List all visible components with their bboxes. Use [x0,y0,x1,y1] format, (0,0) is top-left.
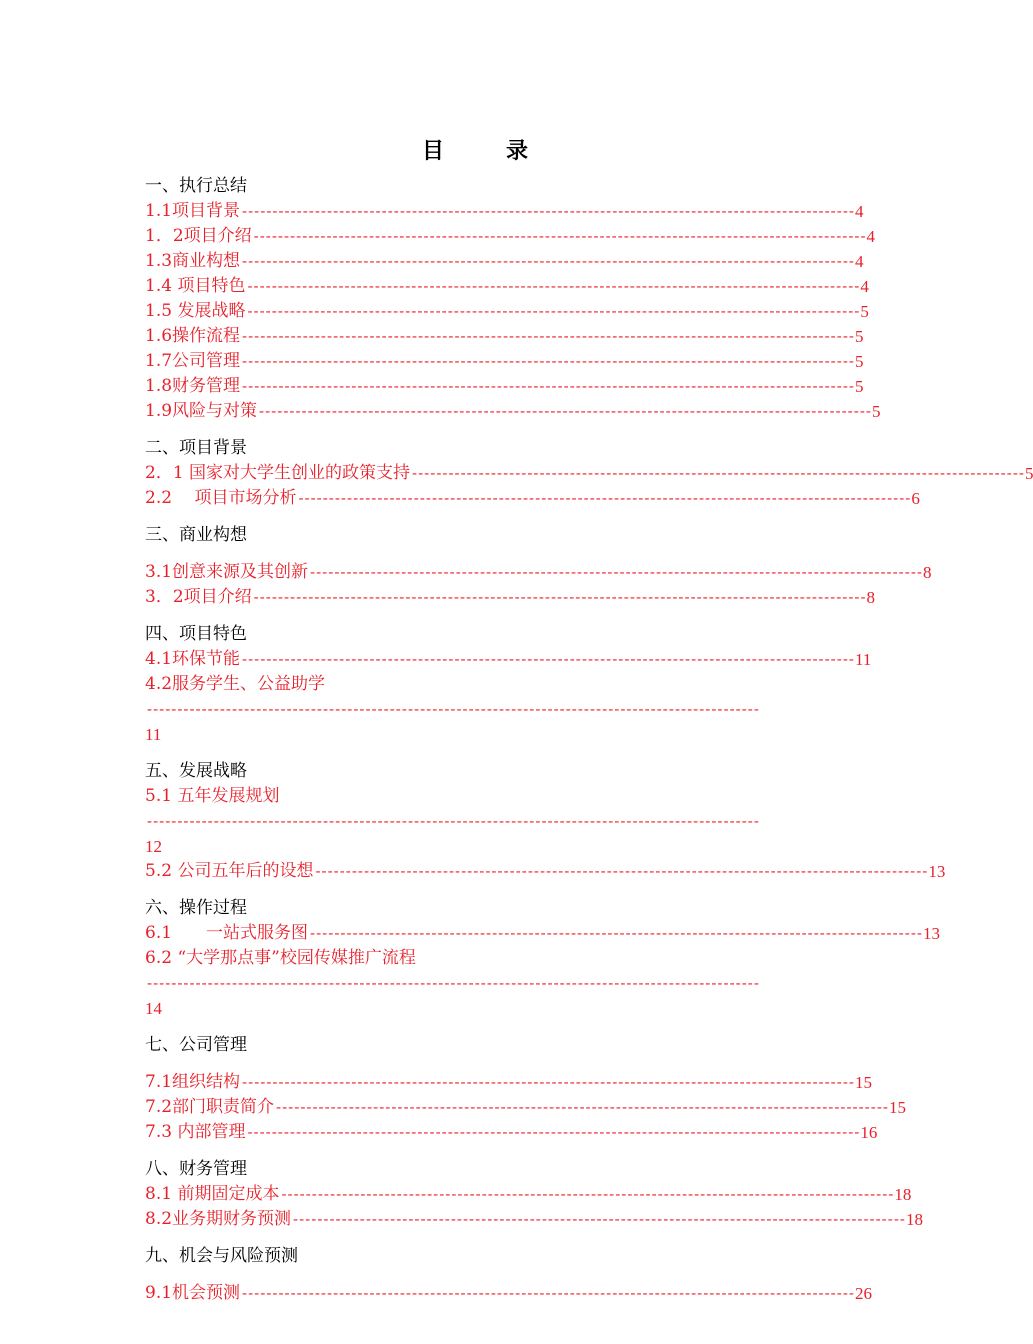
toc-leader-dashes: ----------------------------------------------------------------------------------------------------- [242,377,855,395]
toc-entry-label: 8.1 前期固定成本 [145,1184,280,1204]
toc-leader-dashes: ----------------------------------------------------------------------------------------------------- [147,700,760,718]
toc-section-heading: 三、商业构想 [145,525,247,545]
toc-leader-dashes: ----------------------------------------------------------------------------------------------------- [315,862,929,880]
toc-page-number: 5 [860,302,869,321]
toc-page-number: 5 [854,352,864,371]
toc-entry-label: 3.1创意来源及其创新 [145,562,309,582]
toc-entry-label: 6.2 “大学那点事”校园传媒推广流程 [145,948,416,968]
toc-page-number: 26 [854,1284,872,1303]
toc-entry-label: 1.6操作流程 [145,326,241,346]
toc-page-number: 8 [922,563,932,582]
toc-leader-dashes: ----------------------------------------------------------------------------------------------------- [247,302,861,320]
toc-section [145,622,872,747]
toc-entry[interactable] [145,461,1033,486]
toc-section [145,1033,906,1145]
toc-section [145,896,940,1021]
toc-section [145,1157,923,1232]
toc-entry-label: 9.1机会预测 [145,1283,241,1303]
toc-entry-label: 6.1 一站式服务图 [145,923,309,943]
table-of-contents [145,174,1033,1318]
toc-entry[interactable] [145,1095,906,1120]
toc-entry-label: 7.3 内部管理 [145,1122,246,1142]
toc-entry[interactable] [145,486,920,511]
toc-leader-dashes: ----------------------------------------------------------------------------------------------------- [147,974,760,992]
toc-entry[interactable] [145,199,864,224]
toc-leader-dashes: ----------------------------------------------------------------------------------------------------- [242,252,855,270]
toc-entry[interactable] [145,324,864,349]
toc-entry[interactable] [145,560,932,585]
toc-leader-dashes: ----------------------------------------------------------------------------------------------------- [242,1073,855,1091]
toc-leader-dashes: ----------------------------------------------------------------------------------------------------- [310,563,923,581]
toc-entry-label: 5.2 公司五年后的设想 [145,861,314,881]
toc-section [145,436,1033,511]
toc-entry[interactable] [145,399,881,424]
toc-leader-dashes: ----------------------------------------------------------------------------------------------------- [253,227,867,245]
toc-page-number: 8 [866,588,876,607]
toc-page-number: 11 [145,725,162,744]
toc-page-number: 16 [860,1123,878,1142]
toc-entry[interactable] [145,1207,923,1232]
toc-title: 目 录 [421,138,548,164]
toc-section-heading: 一、执行总结 [145,176,247,196]
toc-leader-dashes: ----------------------------------------------------------------------------------------------------- [242,352,855,370]
toc-page-number: 5 [1024,464,1033,483]
toc-page-number: 4 [860,277,869,296]
toc-entry-label: 1．2项目介绍 [145,226,252,246]
toc-leader-dashes: ----------------------------------------------------------------------------------------------------- [412,464,1025,482]
toc-entry[interactable] [145,349,864,374]
toc-leader-dashes: ----------------------------------------------------------------------------------------------------- [242,1284,855,1302]
toc-section-heading: 五、发展战略 [145,761,247,781]
toc-entry-label: 4.2服务学生、公益助学 [145,674,326,694]
toc-entry[interactable] [145,1281,872,1306]
toc-page-number: 14 [145,999,162,1018]
toc-entry[interactable] [145,299,869,324]
toc-entry[interactable] [145,647,872,672]
toc-page-number: 18 [905,1210,923,1229]
toc-section [145,759,946,884]
toc-entry-label: 1.3商业构想 [145,251,241,271]
toc-entry-label: 1.9风险与对策 [145,401,258,421]
toc-section-heading: 九、机会与风险预测 [145,1246,298,1266]
toc-leader-dashes: ----------------------------------------------------------------------------------------------------- [242,202,855,220]
toc-page-number: 18 [894,1185,912,1204]
toc-section-heading: 七、公司管理 [145,1035,247,1055]
toc-page-number: 12 [145,837,162,856]
toc-entry[interactable] [145,249,864,274]
toc-leader-dashes: ----------------------------------------------------------------------------------------------------- [247,1123,861,1141]
toc-entry-label: 5.1 五年发展规划 [145,786,280,806]
toc-entry[interactable] [145,585,876,610]
toc-entry-label: 8.2业务期财务预测 [145,1209,292,1229]
toc-entry[interactable] [145,859,946,884]
toc-entry-label: 3．2项目介绍 [145,587,252,607]
toc-entry-label: 2．1 国家对大学生创业的政策支持 [145,463,411,483]
toc-entry-label: 2.2 项目市场分析 [145,488,297,508]
toc-leader-dashes: ----------------------------------------------------------------------------------------------------- [293,1210,906,1228]
toc-leader-dashes: ----------------------------------------------------------------------------------------------------- [242,327,855,345]
toc-section-heading: 四、项目特色 [145,624,247,644]
toc-page-number: 15 [854,1073,872,1092]
toc-entry-label: 1.8财务管理 [145,376,241,396]
toc-entry[interactable] [145,672,807,747]
toc-entry-label: 1.7公司管理 [145,351,241,371]
toc-entry-label: 1.1项目背景 [145,201,241,221]
toc-leader-dashes: ----------------------------------------------------------------------------------------------------- [259,402,872,420]
toc-page-number: 4 [866,227,876,246]
toc-section-heading: 二、项目背景 [145,438,247,458]
toc-section-heading: 六、操作过程 [145,898,247,918]
toc-page-number: 11 [854,650,872,669]
toc-entry-label: 4.1环保节能 [145,649,241,669]
toc-entry[interactable] [145,374,864,399]
toc-entry[interactable] [145,224,876,249]
toc-entry[interactable] [145,921,940,946]
toc-leader-dashes: ----------------------------------------------------------------------------------------------------- [242,650,855,668]
toc-entry[interactable] [145,1182,912,1207]
toc-entry[interactable] [145,946,807,1021]
toc-section [145,174,881,424]
toc-page-number: 4 [854,202,864,221]
toc-section-heading: 八、财务管理 [145,1159,247,1179]
toc-leader-dashes: ----------------------------------------------------------------------------------------------------- [276,1098,889,1116]
toc-entry[interactable] [145,274,869,299]
toc-leader-dashes: ----------------------------------------------------------------------------------------------------- [253,588,867,606]
toc-page-number: 5 [854,377,864,396]
toc-entry[interactable] [145,784,807,859]
toc-page-number: 5 [854,327,864,346]
toc-section [145,1244,872,1306]
toc-page-number: 13 [922,924,940,943]
toc-leader-dashes: ----------------------------------------------------------------------------------------------------- [247,277,861,295]
toc-entry-label: 1.5 发展战略 [145,301,246,321]
toc-entry-label: 7.1组织结构 [145,1072,241,1092]
toc-section [145,523,932,610]
toc-leader-dashes: ----------------------------------------------------------------------------------------------------- [310,924,923,942]
toc-entry[interactable] [145,1120,878,1145]
toc-entry-label: 7.2部门职责简介 [145,1097,275,1117]
toc-entry[interactable] [145,1070,872,1095]
toc-entry-label: 1.4 项目特色 [145,276,246,296]
toc-page-number: 5 [871,402,881,421]
toc-page-number: 13 [928,862,946,881]
toc-page-number: 4 [854,252,864,271]
toc-page-number: 6 [911,489,920,508]
toc-leader-dashes: ----------------------------------------------------------------------------------------------------- [147,812,760,830]
toc-page-number: 15 [888,1098,906,1117]
toc-leader-dashes: ----------------------------------------------------------------------------------------------------- [298,489,912,507]
toc-leader-dashes: ----------------------------------------------------------------------------------------------------- [281,1185,895,1203]
